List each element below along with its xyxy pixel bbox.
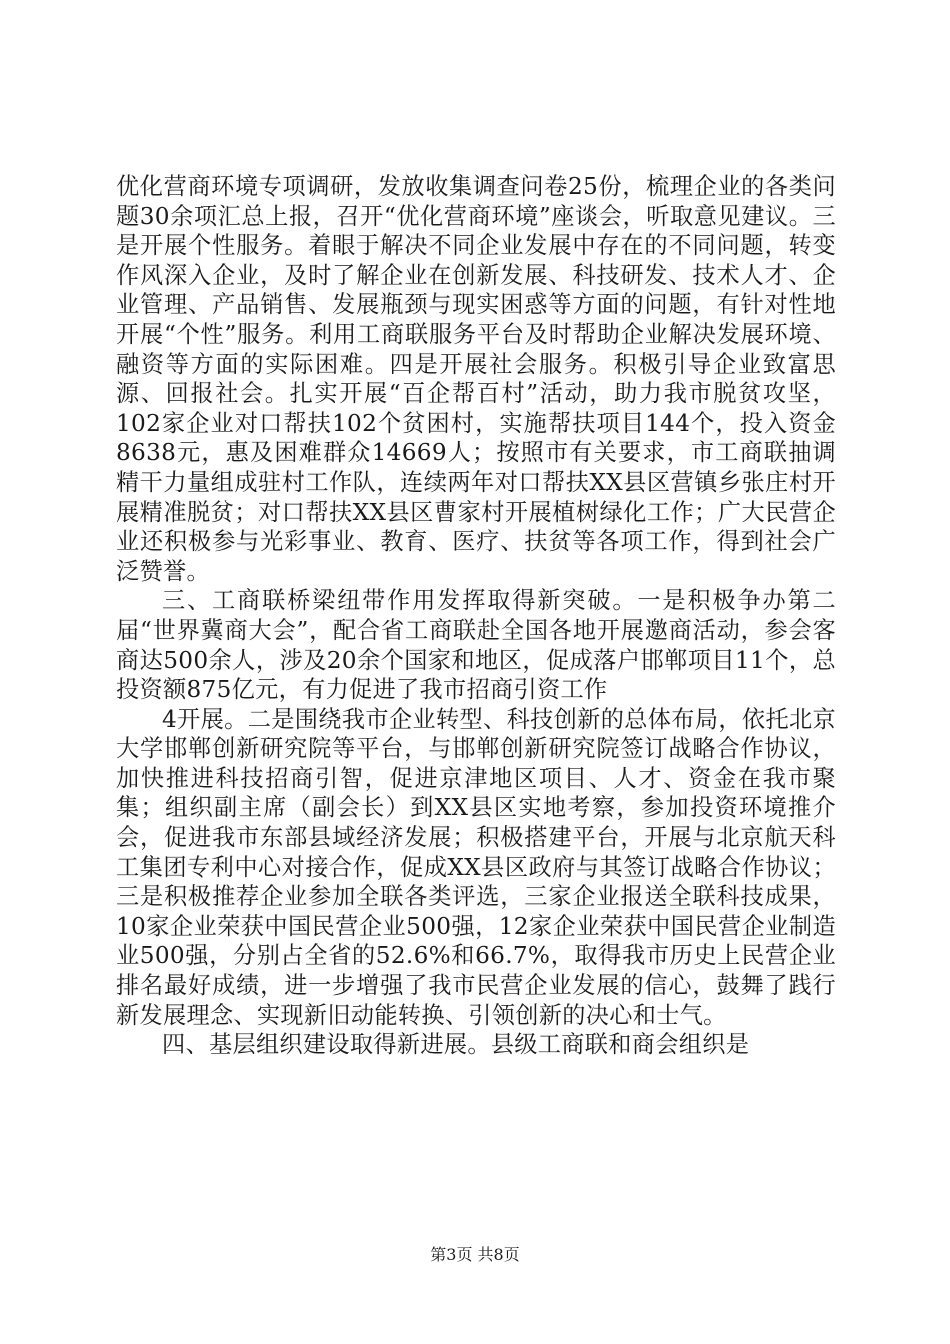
paragraph-1: 优化营商环境专项调研，发放收集调查问卷25份，梳理企业的各类问题30余项汇总上报，召开“优化营商环境”座谈会，听取意见建议。三是开展个性服务。着眼于解决不同企业发展中存在的不同问题，转变作风深入企业，及时了解企业在创新发展、科技研发、技术人才、企业管理、产品销售、发展瓶颈与现实困惑等方面的问题，有针对性地开展“个性”服务。利用工商联服务平台及时帮助企业解决发展环境、融资等方面的实际困难。四是开展社会服务。积极引导企业致富思源、回报社会。扎实开展“百企帮百村”活动，助力我市脱贫攻坚，102家企业对口帮扶102个贫困村，实施帮扶项目144个，投入资金8638元，惠及困难群众14669人；按照市有关要求，市工商联抽调精干力量组成驻村工作队，连续两年对口帮扶XX县区营镇乡张庄村开展精准脱贫；对口帮扶XX县区曹家村开展植树绿化工作；广大民营企业还积极参与光彩事业、教育、医疗、扶贫等各项工作，得到社会广泛赞誉。	[116, 173, 836, 585]
document-body	[116, 172, 836, 1060]
paragraph-2: 三、工商联桥梁纽带作用发挥取得新突破。一是积极争办第二届“世界冀商大会”，配合省工商联赴全国各地开展邀商活动，参会客商达500余人，涉及20余个国家和地区，促成落户邯郸项目11个，总投资额875亿元，有力促进了我市招商引资工作	[116, 587, 836, 704]
paragraph-4: 四、基层组织建设取得新进展。县级工商联和商会组织是	[162, 1031, 750, 1059]
paragraph-3: 4开展。二是围绕我市企业转型、科技创新的总体布局，依托北京大学邯郸创新研究院等平台，与邯郸创新研究院签订战略合作协议，加快推进科技招商引智，促进京津地区项目、人才、资金在我市聚集；组织副主席（副会长）到XX县区实地考察，参加投资环境推介会，促进我市东部县域经济发展；积极搭建平台，开展与北京航天科工集团专利中心对接合作，促成XX县区政府与其签订战略合作协议；三是积极推荐企业参加全联各类评选，三家企业报送全联科技成果，10家企业荣获中国民营企业500强，12家企业荣获中国民营企业制造业500强，分别占全省的52.6%和66.7%，取得我市历史上民营企业排名最好成绩，进一步增强了我市民营企业发展的信心，鼓舞了践行新发展理念、实现新旧动能转换、引领创新的决心和士气。	[116, 705, 836, 1029]
page-number-footer: 第3页 共8页	[430, 1245, 520, 1264]
